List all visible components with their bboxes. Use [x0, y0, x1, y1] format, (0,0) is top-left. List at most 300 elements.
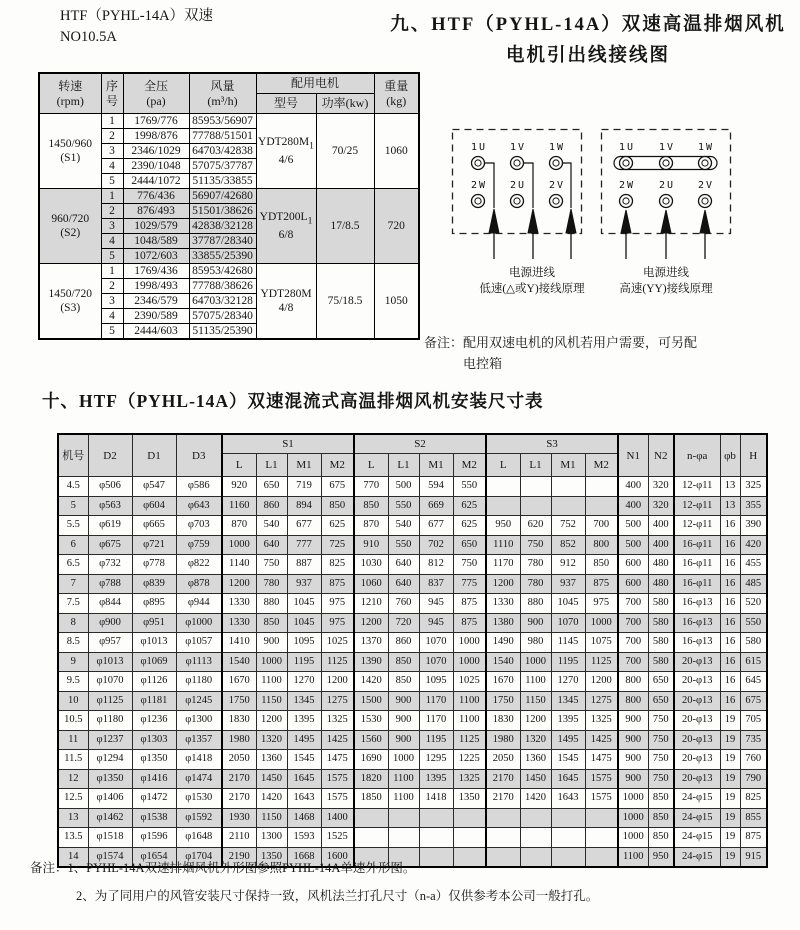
dim-cell: 1350 [256, 847, 287, 867]
col-group-s1: S1 [222, 434, 354, 454]
terminal-label: 2U [659, 180, 676, 191]
col-n2: N2 [648, 434, 674, 477]
dim-cell [419, 808, 453, 828]
dim-cell: 719 [287, 477, 321, 497]
dim-cell: 580 [740, 633, 767, 653]
col-l1: L1 [520, 454, 551, 477]
dim-cell: 1395 [551, 711, 585, 731]
high-speed-caption-line2: 高速(YY)接线原理 [619, 283, 713, 295]
dim-cell: 1125 [321, 652, 354, 672]
dim-cell: 894 [287, 496, 321, 516]
install-row [58, 828, 767, 848]
dim-cell: φ895 [132, 594, 176, 614]
model-number: NO10.5A [60, 29, 117, 45]
dim-cell: 20-φ13 [674, 730, 720, 750]
dim-cell: 455 [740, 555, 767, 575]
dim-cell: 1075 [585, 633, 618, 653]
dim-cell: 1200 [321, 672, 354, 692]
motor-model-sub: 1 [307, 215, 313, 227]
dim-cell: 860 [256, 496, 287, 516]
note-label: 备注： [424, 335, 464, 350]
dim-cell: 1643 [287, 789, 321, 809]
dim-cell: 650 [256, 477, 287, 497]
dim-cell: 24-φ15 [674, 808, 720, 828]
dim-cell: 2170 [222, 789, 256, 809]
dim-cell: φ944 [176, 594, 222, 614]
volume-cell: 51501/38626 [189, 204, 256, 219]
col-h: H [740, 434, 767, 477]
dim-cell [520, 477, 551, 497]
dim-cell: 812 [419, 555, 453, 575]
dim-cell: 16 [720, 594, 740, 614]
dim-cell [520, 496, 551, 516]
dim-cell: 390 [740, 516, 767, 536]
dim-cell: φ1236 [132, 711, 176, 731]
dim-cell: 702 [419, 535, 453, 555]
dim-cell: 937 [551, 574, 585, 594]
col-d3: D3 [176, 434, 222, 477]
dim-cell: 400 [648, 535, 674, 555]
dim-cell [486, 847, 520, 867]
motor-ratio: 4/6 [278, 154, 294, 167]
seq-cell: 3 [101, 144, 123, 159]
dim-cell: 1170 [486, 555, 520, 575]
dim-cell: 700 [618, 633, 648, 653]
unit-no-cell: 6.5 [58, 555, 88, 575]
dim-cell [388, 828, 419, 848]
unit-no-cell: 11 [58, 730, 88, 750]
dim-cell: 1045 [287, 613, 321, 633]
dim-cell: φ1418 [176, 750, 222, 770]
dim-cell: 1420 [256, 789, 287, 809]
weight-cell: 1050 [374, 264, 419, 340]
dim-cell [551, 847, 585, 867]
install-row [58, 808, 767, 828]
terminal-label: 2U [510, 180, 527, 191]
dim-cell: φ878 [176, 574, 222, 594]
dim-cell: 12-φ11 [674, 477, 720, 497]
dim-cell [354, 828, 388, 848]
dim-cell: 1325 [453, 769, 486, 789]
volume-cell: 57075/37787 [189, 159, 256, 174]
dim-cell: 750 [648, 730, 674, 750]
dim-cell: 1360 [520, 750, 551, 770]
terminal-label: 1U [619, 142, 636, 153]
dim-cell: 1350 [453, 789, 486, 809]
dim-cell: φ900 [88, 613, 132, 633]
install-row [58, 516, 767, 536]
dim-cell: 1200 [585, 672, 618, 692]
dim-cell: 19 [720, 769, 740, 789]
dim-cell: φ1406 [88, 789, 132, 809]
dim-cell: 640 [256, 535, 287, 555]
col-l1: L1 [256, 454, 287, 477]
col-motor-group: 配用电机 [256, 73, 374, 94]
dim-cell: 600 [618, 574, 648, 594]
dim-cell: 1000 [388, 750, 419, 770]
power-cell: 70/25 [316, 114, 374, 189]
dim-cell: 24-φ15 [674, 789, 720, 809]
dim-cell: 1643 [551, 789, 585, 809]
dim-cell: 480 [648, 574, 674, 594]
install-row [58, 769, 767, 789]
dim-cell: 16-φ11 [674, 535, 720, 555]
section9-note [424, 332, 784, 374]
dim-cell: 16-φ13 [674, 633, 720, 653]
col-pressure-unit: (pa) [146, 93, 166, 108]
dim-cell: 2190 [222, 847, 256, 867]
dim-cell: 520 [740, 594, 767, 614]
dim-cell: 735 [740, 730, 767, 750]
dim-cell: 950 [486, 516, 520, 536]
dim-cell: 850 [388, 672, 419, 692]
volume-cell: 37787/28340 [189, 234, 256, 249]
dim-cell: 1475 [321, 750, 354, 770]
dim-cell [585, 828, 618, 848]
install-row [58, 613, 767, 633]
dim-cell: φ1013 [132, 633, 176, 653]
unit-no-cell: 9 [58, 652, 88, 672]
dim-cell: φ1125 [88, 691, 132, 711]
weight-cell: 720 [374, 189, 419, 264]
pressure-cell: 1072/603 [123, 249, 189, 264]
dim-cell: 1070 [419, 633, 453, 653]
dim-cell: 1395 [419, 769, 453, 789]
dim-cell: 1210 [354, 594, 388, 614]
dual-speed-spec-table [38, 72, 420, 340]
dim-cell: 900 [388, 711, 419, 731]
volume-cell: 64703/42838 [189, 144, 256, 159]
dim-cell: 1100 [453, 691, 486, 711]
dim-cell: 500 [618, 516, 648, 536]
dim-cell: 825 [321, 555, 354, 575]
dim-cell: 1400 [321, 808, 354, 828]
col-unit: 机号 [58, 434, 88, 477]
dim-cell: φ1126 [132, 672, 176, 692]
footer-note-line2: 2、为了同用户的风管安装尺寸保持一致，风机法兰打孔尺寸（n-a）仅供参考本公司一般打孔。 [76, 889, 599, 903]
dim-cell: 1360 [256, 750, 287, 770]
dim-cell: 355 [740, 496, 767, 516]
dim-cell: φ1181 [132, 691, 176, 711]
dim-cell: 875 [453, 613, 486, 633]
dim-cell: 1320 [520, 730, 551, 750]
dim-cell: 880 [520, 594, 551, 614]
dim-cell: 1275 [321, 691, 354, 711]
dim-cell: 1200 [354, 613, 388, 633]
dim-cell: 1325 [321, 711, 354, 731]
dim-cell: 16 [720, 691, 740, 711]
col-pressure-label: 全压 [143, 78, 168, 93]
dim-cell: 900 [520, 613, 551, 633]
dim-cell: 875 [321, 574, 354, 594]
dim-cell: 880 [256, 594, 287, 614]
install-row [58, 594, 767, 614]
dim-cell: 1690 [354, 750, 388, 770]
dim-cell: 870 [222, 516, 256, 536]
dim-cell: 1100 [453, 711, 486, 731]
dim-cell: 1000 [222, 535, 256, 555]
dim-cell: 1670 [486, 672, 520, 692]
dim-cell: 1300 [256, 828, 287, 848]
dim-cell: 1575 [321, 789, 354, 809]
dim-cell: φ732 [88, 555, 132, 575]
spec-row [39, 189, 419, 204]
install-row [58, 691, 767, 711]
dim-cell: φ1474 [176, 769, 222, 789]
dim-cell: 1495 [287, 730, 321, 750]
dim-cell: 980 [520, 633, 551, 653]
dim-cell: 1593 [287, 828, 321, 848]
dim-cell: 420 [740, 535, 767, 555]
dim-cell: 750 [648, 711, 674, 731]
col-weight-label: 重量 [384, 78, 409, 93]
dim-cell: 550 [388, 496, 419, 516]
dim-cell: 677 [287, 516, 321, 536]
dim-cell: 1670 [222, 672, 256, 692]
dim-cell: 725 [321, 535, 354, 555]
dim-cell: φ1113 [176, 652, 222, 672]
dim-cell: 1160 [222, 496, 256, 516]
col-m2: M2 [321, 454, 354, 477]
seq-cell: 2 [101, 279, 123, 294]
dim-cell: 1980 [486, 730, 520, 750]
dim-cell: 1540 [486, 652, 520, 672]
col-m1: M1 [287, 454, 321, 477]
dim-cell: 540 [388, 516, 419, 536]
dim-cell: φ1462 [88, 808, 132, 828]
terminal-label: 2V [549, 180, 566, 191]
dim-cell: 1110 [486, 535, 520, 555]
dim-cell: 1000 [618, 808, 648, 828]
dim-cell: 1575 [321, 769, 354, 789]
dim-cell: 860 [388, 633, 419, 653]
dim-cell: 1930 [222, 808, 256, 828]
speed-value: 1450/960 [48, 138, 92, 150]
motor-ratio: 6/8 [278, 229, 294, 242]
dim-cell: 1200 [222, 574, 256, 594]
dim-cell: φ721 [132, 535, 176, 555]
dim-cell: 19 [720, 828, 740, 848]
dim-cell: 640 [388, 555, 419, 575]
dim-cell: 1500 [354, 691, 388, 711]
speed-code: (S2) [60, 227, 81, 239]
speed-cell [39, 189, 101, 264]
dim-cell: φ957 [88, 633, 132, 653]
dim-cell: φ1057 [176, 633, 222, 653]
dim-cell: 750 [453, 555, 486, 575]
dim-cell: 1170 [419, 691, 453, 711]
dim-cell [453, 808, 486, 828]
dim-cell: 720 [388, 613, 419, 633]
col-volume-label: 风量 [210, 78, 235, 93]
dim-cell: 825 [740, 789, 767, 809]
install-row [58, 633, 767, 653]
dim-cell: 852 [551, 535, 585, 555]
dim-cell: 19 [720, 808, 740, 828]
dim-cell: 16 [720, 613, 740, 633]
dim-cell: 870 [354, 516, 388, 536]
dim-cell: φ1654 [132, 847, 176, 867]
weight-cell: 1060 [374, 114, 419, 189]
dim-cell: 850 [648, 828, 674, 848]
dim-cell: 325 [740, 477, 767, 497]
install-row [58, 789, 767, 809]
dim-cell: φ1300 [176, 711, 222, 731]
dim-cell: 1425 [321, 730, 354, 750]
dim-cell: 16-φ13 [674, 594, 720, 614]
terminal-label: 2V [698, 180, 715, 191]
dim-cell: 320 [648, 477, 674, 497]
dim-cell: 887 [287, 555, 321, 575]
dim-cell: φ822 [176, 555, 222, 575]
motor-model: YDT280M [260, 288, 312, 300]
dim-cell: φ604 [132, 496, 176, 516]
high-speed-terminals [614, 142, 717, 259]
pressure-cell: 2390/1048 [123, 159, 189, 174]
dim-cell: 700 [618, 613, 648, 633]
dim-cell: 1645 [287, 769, 321, 789]
dim-cell: 485 [740, 574, 767, 594]
dim-cell: 24-φ15 [674, 847, 720, 867]
dim-cell: φ1237 [88, 730, 132, 750]
dim-cell: 1468 [287, 808, 321, 828]
dim-cell: 500 [618, 535, 648, 555]
dim-cell: 750 [520, 535, 551, 555]
dim-cell: 1750 [486, 691, 520, 711]
dim-cell: 1330 [486, 594, 520, 614]
pressure-cell: 1998/493 [123, 279, 189, 294]
pressure-cell: 1769/436 [123, 264, 189, 279]
pressure-cell: 776/436 [123, 189, 189, 204]
motor-cell [256, 264, 316, 340]
terminal-label: 1V [510, 142, 527, 153]
dim-cell: 1025 [321, 633, 354, 653]
col-phi-b: φb [720, 434, 740, 477]
install-row [58, 711, 767, 731]
col-n-phi-a: n-φa [674, 434, 720, 477]
seq-cell: 3 [101, 219, 123, 234]
dim-cell: 669 [419, 496, 453, 516]
speed-cell [39, 264, 101, 340]
install-row [58, 477, 767, 497]
dim-cell: 900 [618, 711, 648, 731]
terminal-label: 1W [549, 142, 566, 153]
dim-cell: 19 [720, 789, 740, 809]
dim-cell [486, 477, 520, 497]
dim-cell: 13 [720, 477, 740, 497]
volume-cell: 77788/38626 [189, 279, 256, 294]
dim-cell: 580 [648, 594, 674, 614]
dim-cell: 400 [618, 477, 648, 497]
high-speed-caption-line1: 电源进线 [643, 267, 689, 279]
volume-cell: 33855/25390 [189, 249, 256, 264]
seq-cell: 1 [101, 264, 123, 279]
dim-cell: 945 [419, 594, 453, 614]
dim-cell: 1370 [354, 633, 388, 653]
col-speed [39, 73, 101, 114]
dim-cell: 1025 [453, 672, 486, 692]
motor-ratio: 4/8 [278, 302, 294, 314]
seq-cell: 4 [101, 159, 123, 174]
dim-cell: 16 [720, 652, 740, 672]
dim-cell: 750 [648, 750, 674, 770]
dim-cell: 900 [618, 730, 648, 750]
dim-cell: 900 [388, 730, 419, 750]
col-l1: L1 [388, 454, 419, 477]
pressure-cell: 1029/579 [123, 219, 189, 234]
dim-cell: 580 [648, 613, 674, 633]
dim-cell: 912 [551, 555, 585, 575]
col-volume-unit: (m³/h) [207, 93, 238, 108]
dim-cell: 770 [354, 477, 388, 497]
spec-row [39, 114, 419, 129]
pressure-cell: 1998/876 [123, 129, 189, 144]
dim-cell: 1540 [222, 652, 256, 672]
unit-no-cell: 6 [58, 535, 88, 555]
dim-cell: 20-φ13 [674, 711, 720, 731]
dim-cell: 850 [388, 652, 419, 672]
dim-cell: 1000 [618, 828, 648, 848]
dim-cell: 1070 [419, 652, 453, 672]
dim-cell: 760 [388, 594, 419, 614]
dim-cell: 900 [618, 769, 648, 789]
dim-cell: 550 [388, 535, 419, 555]
terminal-label: 1U [471, 142, 488, 153]
dim-cell: 1525 [321, 828, 354, 848]
pressure-cell: 2390/589 [123, 309, 189, 324]
dim-cell: 1200 [486, 574, 520, 594]
dim-cell [551, 496, 585, 516]
dim-cell: 16-φ11 [674, 555, 720, 575]
dim-cell: 750 [256, 555, 287, 575]
dim-cell: 1145 [551, 633, 585, 653]
model-header [60, 6, 213, 48]
dim-cell: 1270 [287, 672, 321, 692]
dim-cell [520, 808, 551, 828]
col-speed-label: 转速 [58, 78, 83, 93]
dim-cell: 1275 [585, 691, 618, 711]
installation-dimensions-table [57, 433, 768, 868]
dim-cell: 1345 [551, 691, 585, 711]
dim-cell: 1000 [453, 633, 486, 653]
dim-cell: 1495 [551, 730, 585, 750]
dim-cell: 1095 [419, 672, 453, 692]
dim-cell: 675 [740, 691, 767, 711]
low-speed-caption-line2: 低速(△或Y)接线原理 [479, 283, 585, 295]
dim-cell: 900 [388, 691, 419, 711]
dim-cell: 20-φ13 [674, 750, 720, 770]
unit-no-cell: 8.5 [58, 633, 88, 653]
dim-cell: 775 [453, 574, 486, 594]
install-row [58, 555, 767, 575]
dim-cell: φ547 [132, 477, 176, 497]
dim-cell: 1150 [520, 691, 551, 711]
dim-cell: 937 [287, 574, 321, 594]
dim-cell: φ1013 [88, 652, 132, 672]
dim-cell: 920 [222, 477, 256, 497]
dim-cell: 1100 [388, 789, 419, 809]
dim-cell: 1325 [585, 711, 618, 731]
install-row [58, 730, 767, 750]
low-speed-terminals [471, 142, 576, 259]
motor-model-sub: 1 [309, 140, 314, 152]
dim-cell: 945 [419, 613, 453, 633]
dim-cell: 620 [520, 516, 551, 536]
dim-cell: 780 [520, 574, 551, 594]
dim-cell: 1645 [551, 769, 585, 789]
col-weight-unit: (kg) [386, 93, 407, 108]
dim-cell [585, 477, 618, 497]
